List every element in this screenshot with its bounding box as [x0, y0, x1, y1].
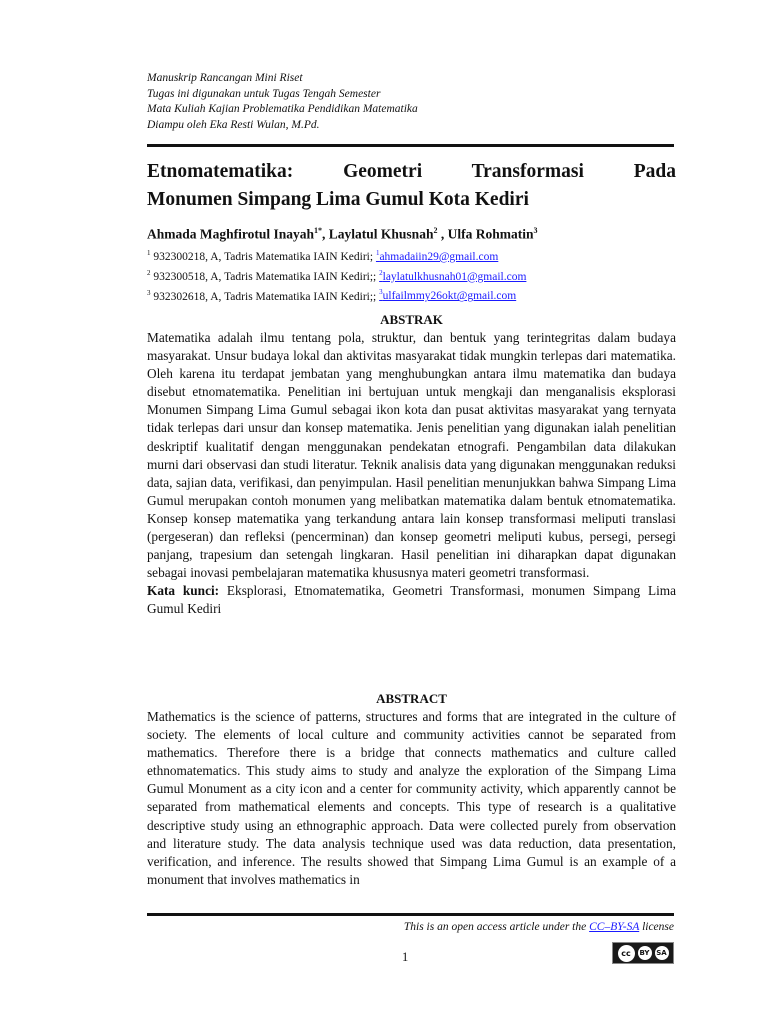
email-sup: 1: [375, 249, 380, 257]
affil-text: 932300218, A, Tadris Matematika IAIN Kediri;: [153, 250, 376, 263]
license-prefix: This is an open access article under the: [403, 921, 590, 933]
affil-text: 932302618, A, Tadris Matematika IAIN Kediri;;: [153, 290, 380, 303]
author-name: Ulfa Rohmatin: [447, 226, 534, 242]
abstract-heading: ABSTRACT: [376, 691, 447, 706]
email-address: ulfailmmy26okt@gmail.com: [382, 290, 517, 303]
email-link[interactable]: [379, 290, 516, 302]
email-address: laylatulkhusnah01@gmail.com: [382, 270, 527, 283]
email-link[interactable]: [376, 251, 498, 263]
title-line-1: Etnomatematika: Geometri Transformasi Pada: [147, 161, 676, 182]
abstract-body: [147, 708, 676, 889]
author-sup: 1*: [314, 226, 323, 235]
title-line-2: Monumen Simpang Lima Gumul Kota Kediri: [147, 189, 529, 210]
by-icon: BY: [638, 946, 652, 960]
sa-icon: SA: [655, 946, 669, 960]
abstract-text: Mathematics is the science of patterns, structures and forms that are integrated in the culture of society. The elements of local culture and community activities cannot be separated from mathematics. Therefore there is a bridge that connects mathematics and culture called ethnomatematics. This study aims to study and analyze the exploration of the Simpang Lima Gumul Monument as a city icon and a center for community activity, which apparently cannot be separated from mathematical elements and concepts. This type of research is a qualitative descriptive study using an ethnographic approach. Data were collected purely from observation and literature study. The data analysis technique used was data reduction, data presentation, verification, and inference. The results showed that Simpang Lima Gumul is an example of a monument that involves mathematics in: [147, 709, 676, 887]
header-note: Tugas ini digunakan untuk Tugas Tengah Semester: [147, 87, 381, 100]
affiliation-line: [147, 265, 676, 285]
paper-title: [147, 158, 676, 214]
email-sup: 3: [379, 288, 383, 297]
header-note: Diampu oleh Eka Resti Wulan, M.Pd.: [147, 118, 320, 131]
top-divider: [147, 144, 674, 147]
affil-sup: 2: [147, 268, 151, 277]
header-note: Manuskrip Rancangan Mini Riset: [147, 72, 303, 84]
email-link[interactable]: [379, 268, 527, 283]
license-suffix: license: [639, 921, 674, 933]
author-name: Laylatul Khusnah: [328, 226, 434, 242]
author-list: Ahmada Maghfirotul Inayah$^{1*}$, Laylatul Khusnah$^2$ , Ulfa Rohmatin$^3$: [147, 226, 538, 242]
header-notes: [147, 71, 677, 133]
abstrak-text: Matematika adalah ilmu tentang pola, struktur, dan bentuk yang terintegritas dalam budaya masyarakat. Unsur budaya lokal dan aktivitas masyarakat tidak mungkin terlepas dari matematika. Oleh karena itu terdapat jembatan yang menghubungkan antara ilmu matematika dan budaya disebut etnomatematika. Penelitian ini bertujuan untuk mengkaji dan menganalisis eksplorasi Monumen Simpang Lima Gumul sebagai ikon kota dan pusat aktivitas masyarakat yang ternyata tidak terlepas dari unsur dan konsep matematika. Jenis penelitian yang digunakan ialah penelitian deskriptif kualitatif dengan menggunakan pendekatan etnografi. Pengambilan data dilakukan murni dari observasi dan studi literatur. Teknik analisis data yang digunakan menggunakan reduksi data, sajian data, verifikasi, dan penyimpulan. Hasil penelitian menunjukkan bahwa Simpang Lima Gumul merupakan contoh monumen yang melibatkan matematika dalam bentuk etnomatematika. Konsep konsep matematika yang terkandung antara lain konsep transformasi meliputi translasi (pergeseran) dan refleksi (pencerminan) dan konsep geometri meliputi kubus, persegi, persegi panjang, trapesium dan setengah lingkaran. Hasil penelitian ini diharapkan dapat digunakan sebagai inovasi pembelajaran matematika khususnya materi geometri transformasi.: [147, 330, 676, 581]
keywords-label: Kata kunci:: [147, 583, 220, 599]
header-note: Mata Kuliah Kajian Problematika Pendidikan Matematika: [147, 103, 418, 115]
page-number: 1: [402, 950, 409, 964]
affiliations: [147, 245, 676, 304]
affiliation-line: [147, 245, 676, 265]
bottom-divider: [147, 913, 674, 916]
affil-text: 932300518, A, Tadris Matematika IAIN Kediri;;: [153, 270, 380, 283]
author-sup: 3: [533, 226, 538, 235]
license-note: [147, 921, 674, 933]
license-link[interactable]: CC–BY-SA: [589, 921, 640, 933]
cc-icon: cc: [618, 945, 635, 962]
abstrak-heading: ABSTRAK: [380, 312, 443, 327]
author-sup: 2: [433, 226, 438, 235]
email-address: ahmadaiin29@gmail.com: [379, 250, 499, 263]
affil-sup: 3: [147, 288, 151, 297]
affiliation-line: [147, 285, 676, 305]
cc-by-sa-badge-icon[interactable]: [612, 942, 674, 964]
affil-sup: 1: [147, 249, 151, 257]
email-sup: 2: [379, 268, 383, 277]
abstrak-body: [147, 329, 676, 619]
author-name: Ahmada Maghfirotul Inayah: [147, 226, 315, 242]
keywords-text: Eksplorasi, Etnomatematika, Geometri Transformasi, monumen Simpang Lima Gumul Kediri: [147, 583, 677, 617]
